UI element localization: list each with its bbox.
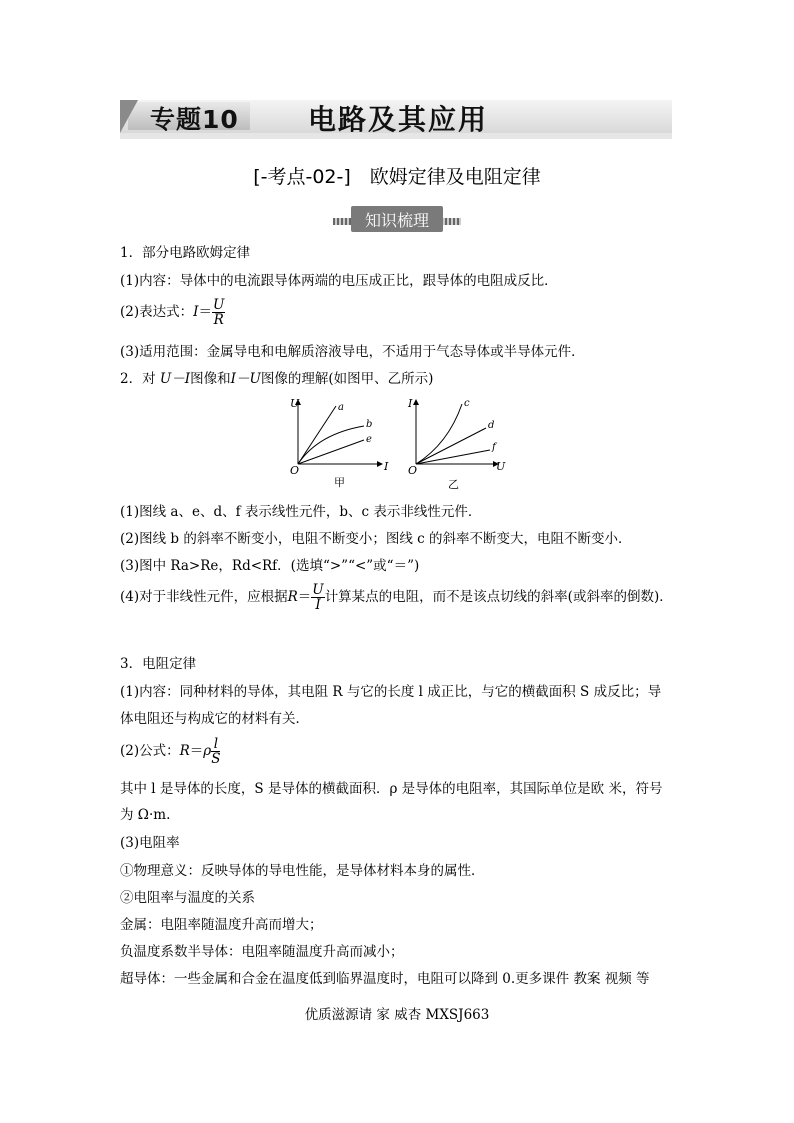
s2-p1: (1)图线 a、e、d、f 表示线性元件，b、c 表示非线性元件． (120, 504, 482, 520)
yi-label-d: d (488, 420, 495, 431)
yi-curve-c (416, 404, 462, 464)
s1-heading: 1．部分电路欧姆定律 (120, 245, 251, 261)
formula-rho: ρ (203, 743, 212, 759)
topic-title: 电路及其应用 (308, 103, 489, 136)
s1-content: (1)内容：导体中的电流跟导体两端的电压成正比，跟导体的电阻成反比． (120, 273, 558, 289)
expr-numerator: U (212, 297, 225, 313)
formula-denominator: S (211, 751, 221, 767)
iv-figures (280, 392, 520, 497)
s3-rho-2: ②电阻率与温度的关系 (120, 890, 255, 906)
s3-heading: 3．电阻定律 (120, 656, 197, 672)
s2-heading (120, 370, 433, 388)
jia-curve-b (298, 426, 364, 464)
s2-heading-ui: U－I (159, 371, 191, 387)
s3-content-1: (1)内容：同种材料的导体，其电阻 R 与它的长度 l 成正比，与它的横截面积 S 成反比；导 (120, 684, 662, 700)
section-badge (333, 206, 461, 234)
p4-lhs: R (287, 589, 298, 605)
jia-label-e: e (366, 434, 372, 445)
expr-prefix: (2)表达式： (120, 304, 194, 320)
p4-text-b: 计算某点的电阻，而不是该点切线的斜率(或斜率的倒数)． (324, 589, 673, 605)
s1-expression (120, 298, 225, 327)
s2-p3: (3)图中 Ra>Re，Rd<Rf．(选填“>”“<”或“＝”) (120, 558, 420, 574)
s3-rho-heading: (3)电阻率 (120, 835, 180, 851)
p4-text-a: (4)对于非线性元件，应根据 (120, 589, 288, 605)
s3-note-1: 其中 l 是导体的长度，S 是导体的横截面积．ρ 是导体的电阻率，其国际单位是欧 米，符号 (120, 781, 663, 797)
yi-curve-f (416, 450, 490, 464)
s3-rho-1: ①物理意义：反映导体的导电性能，是导体材料本身的属性． (120, 863, 485, 879)
jia-label-b: b (366, 419, 373, 430)
s1-scope: (3)适用范围：金属导电和电解质溶液导电，不适用于气态导体或半导体元件． (120, 344, 585, 360)
jia-label-a: a (338, 402, 344, 413)
s3-formula (120, 737, 220, 766)
s2-p2: (2)图线 b 的斜率不断变小，电阻不断变小；图线 c 的斜率不断变大，电阻不断变小． (120, 531, 632, 547)
jia-curve-a (298, 406, 336, 464)
expr-eq: ＝ (198, 304, 212, 320)
yi-x-label: U (496, 460, 506, 473)
s2-heading-a: 2．对 (120, 371, 160, 387)
s3-note-2: 为 Ω·m. (120, 807, 171, 823)
formula-eq: ＝ (189, 743, 204, 759)
p4-numerator: U (312, 582, 324, 598)
section-subtitle: [-考点-02-] 欧姆定律及电阻定律 (253, 166, 541, 188)
jia-y-label: U (290, 397, 300, 410)
expr-denominator: R (213, 312, 224, 328)
formula-numerator: l (211, 737, 220, 752)
s2-p4 (120, 583, 673, 612)
figure-yi (407, 397, 506, 491)
banner-notch (120, 100, 138, 133)
jia-x-label: I (384, 460, 389, 473)
topic-banner (120, 100, 672, 142)
figure-jia (290, 397, 389, 489)
page-footer: 优质滋源请 家 威杏 MXSJ663 (304, 1007, 490, 1023)
s3-content-2: 体电阻还与构成它的材料有关． (120, 711, 309, 727)
jia-caption: 甲 (334, 476, 345, 489)
p4-denominator: I (315, 597, 321, 613)
s3-semiconductor: 负温度系数半导体：电阻率随温度升高而减小； (120, 944, 404, 960)
topic-label: 专题10 (150, 105, 239, 134)
badge-label: 知识梳理 (364, 211, 429, 230)
s3-superconductor: 超导体：一些金属和合金在温度低到临界温度时，电阻可以降到 0.更多课件 教案 视频 等 (120, 971, 650, 987)
formula-lhs: R (179, 743, 190, 759)
p4-fraction (311, 583, 324, 612)
s3-metal: 金属：电阻率随温度升高而增大； (120, 917, 323, 933)
yi-label-c: c (464, 398, 470, 409)
jia-origin: O (290, 464, 300, 477)
s2-heading-iu: I－U (230, 371, 261, 387)
yi-origin: O (408, 464, 418, 477)
yi-curve-d (416, 428, 486, 464)
s2-heading-e: 图像的理解(如图甲、乙所示) (260, 371, 434, 387)
yi-y-label: I (408, 397, 413, 410)
expr-fraction (212, 298, 225, 327)
formula-prefix: (2)公式： (120, 743, 180, 759)
formula-fraction (211, 737, 220, 766)
p4-eq: ＝ (297, 589, 312, 605)
s2-heading-c: 图像和 (190, 371, 231, 387)
expr-lhs: I (193, 304, 199, 320)
yi-caption: 乙 (448, 478, 459, 491)
yi-label-f: f (492, 442, 496, 453)
